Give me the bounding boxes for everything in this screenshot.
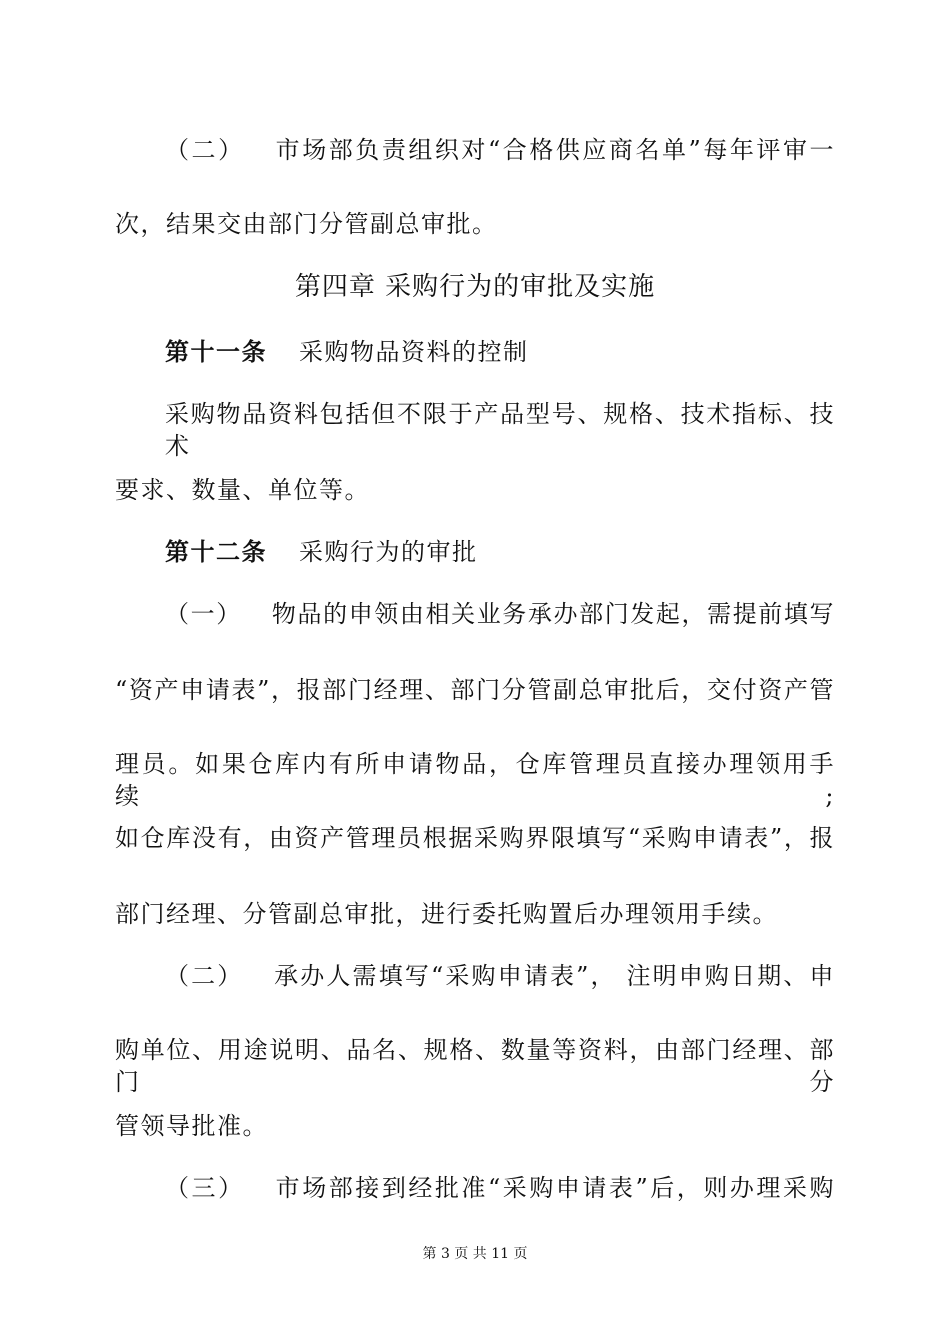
article-title: 采购物品资料的控制 xyxy=(299,338,529,366)
article-number: 第十一条 xyxy=(165,338,267,366)
chapter-title: 第四章 采购行为的审批及实施 xyxy=(294,272,656,302)
list-label: （二） xyxy=(165,136,245,164)
paragraph-line: 采购物品资料包括但不限于产品型号、规格、技术指标、技术 xyxy=(165,400,835,460)
list-label: （一） xyxy=(165,600,242,628)
paragraph-line xyxy=(165,960,835,992)
paragraph-line xyxy=(165,1172,835,1204)
list-label: （二） xyxy=(165,962,244,990)
paragraph-line: 要求、数量、单位等。 xyxy=(115,476,370,504)
paragraph-text: 承办人需填写“采购申请表”， 注明申购日期、申 xyxy=(273,962,836,990)
paragraph-line: 部门经理、分管副总审批，进行委托购置后办理领用手续。 xyxy=(115,900,778,928)
paragraph-line: 理员。如果仓库内有所申请物品，仓库管理员直接办理领用手续; xyxy=(115,750,835,810)
page-number-footer: 第 3 页 共 11 页 xyxy=(422,1246,528,1262)
paragraph-line: 管领导批准。 xyxy=(115,1112,268,1140)
paragraph-line xyxy=(165,134,835,166)
paragraph-text: 物品的申领由相关业务承办部门发起，需提前填写 xyxy=(271,600,836,628)
article-heading xyxy=(165,536,835,568)
paragraph-line: “资产申请表”，报部门经理、部门分管副总审批后，交付资产管 xyxy=(115,676,835,704)
list-label: （三） xyxy=(165,1174,245,1202)
paragraph-line: 如仓库没有，由资产管理员根据采购界限填写“采购申请表”，报 xyxy=(115,824,835,852)
article-number: 第十二条 xyxy=(165,538,267,566)
article-title: 采购行为的审批 xyxy=(299,538,478,566)
article-heading xyxy=(165,336,835,368)
paragraph-text: 市场部负责组织对“合格供应商名单”每年评审一 xyxy=(274,136,836,164)
paragraph-line: 次，结果交由部门分管副总审批。 xyxy=(115,210,498,238)
paragraph-line xyxy=(165,598,835,630)
paragraph-line: 购单位、用途说明、品名、规格、数量等资料，由部门经理、部门分 xyxy=(115,1036,835,1096)
paragraph-text: 市场部接到经批准“采购申请表”后，则办理采购 xyxy=(274,1174,836,1202)
